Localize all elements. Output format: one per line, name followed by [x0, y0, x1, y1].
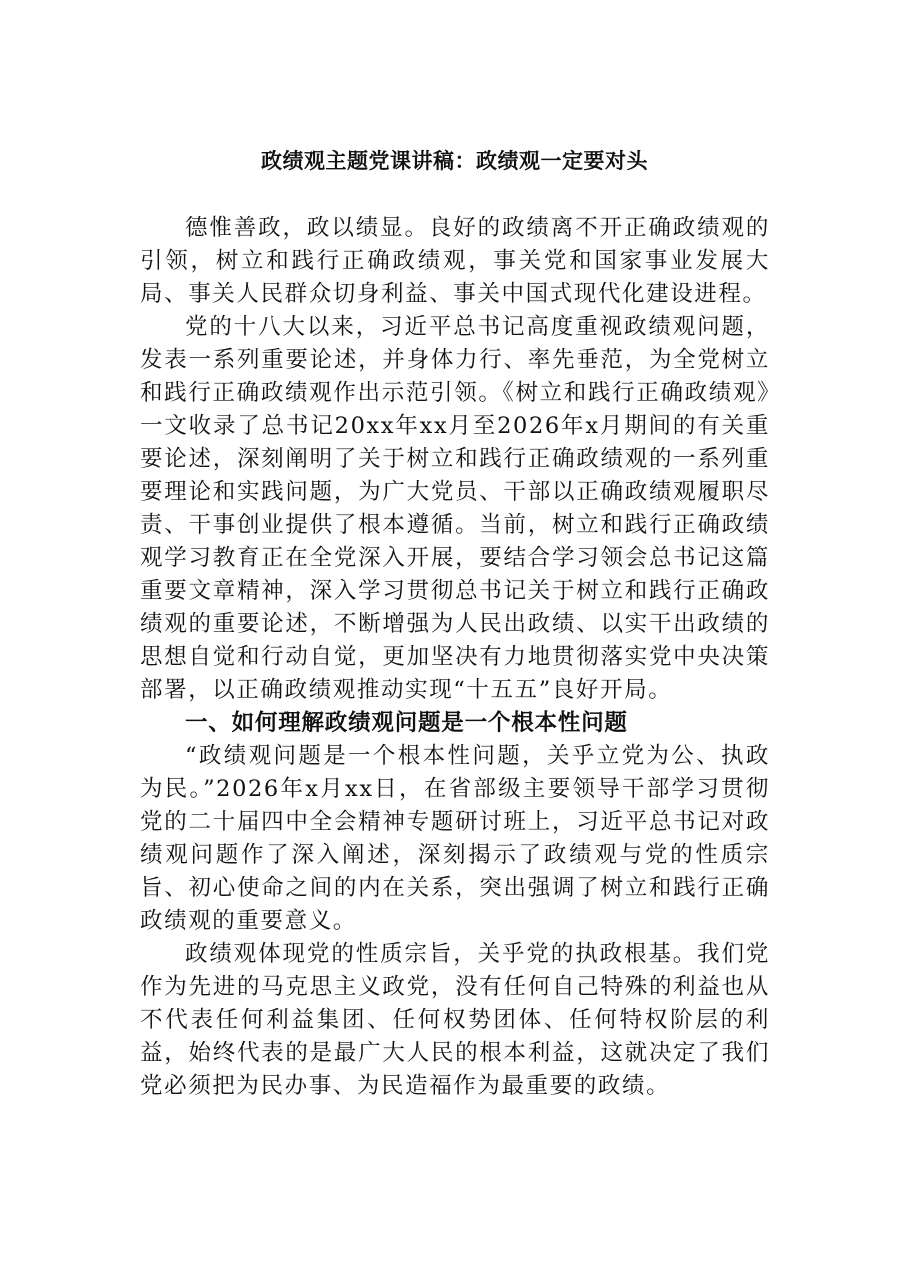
paragraph-section-1-nature: 政绩观体现党的性质宗旨，关乎党的执政根基。我们党作为先进的马克思主义政党，没有任何自己特殊的利益也从不代表任何利益集团、任何权势团体、任何特权阶层的利益，始终代表的是最广大人民的根本利益，这就决定了我们党必须把为民办事、为民造福作为最重要的政绩。: [140, 941, 770, 1099]
document-title: 政绩观主题党课讲稿：政绩观一定要对头: [261, 148, 648, 173]
paragraph-intro: 德惟善政，政以绩显。良好的政绩离不开正确政绩观的引领，树立和践行正确政绩观，事关党和国家事业发展大局、事关人民群众切身利益、事关中国式现代化建设进程。: [140, 215, 770, 307]
paragraph-section-1-quote: “政绩观问题是一个根本性问题，关乎立党为公、执政为民。”2026年x月xx日，在省部级主要领导干部学习贯彻党的二十届四中全会精神专题研讨班上，习近平总书记对政绩观问题作了深入阐述，深刻揭示了政绩观与党的性质宗旨、初心使命之间的内在关系，突出强调了树立和践行正确政绩观的重要意义。: [140, 743, 770, 934]
section-heading-1: 一、如何理解政绩观问题是一个根本性问题: [185, 710, 628, 736]
paragraph-background: 党的十八大以来，习近平总书记高度重视政绩观问题，发表一系列重要论述，并身体力行、率先垂范，为全党树立和践行正确政绩观作出示范引领。《树立和践行正确政绩观》一文收录了总书记20xx年xx月至2026年x月期间的有关重要论述，深刻阐明了关于树立和践行正确政绩观的一系列重要理论和实践问题，为广大党员、干部以正确政绩观履职尽责、干事创业提供了根本遵循。当前，树立和践行正确政绩观学习教育正在全党深入开展，要结合学习领会总书记这篇重要文章精神，深入学习贯彻总书记关于树立和践行正确政绩观的重要论述，不断增强为人民出政绩、以实干出政绩的思想自觉和行动自觉，更加坚决有力地贯彻落实党中央决策部署，以正确政绩观推动实现“十五五”良好开局。: [140, 314, 770, 703]
document-body: [140, 212, 770, 1103]
